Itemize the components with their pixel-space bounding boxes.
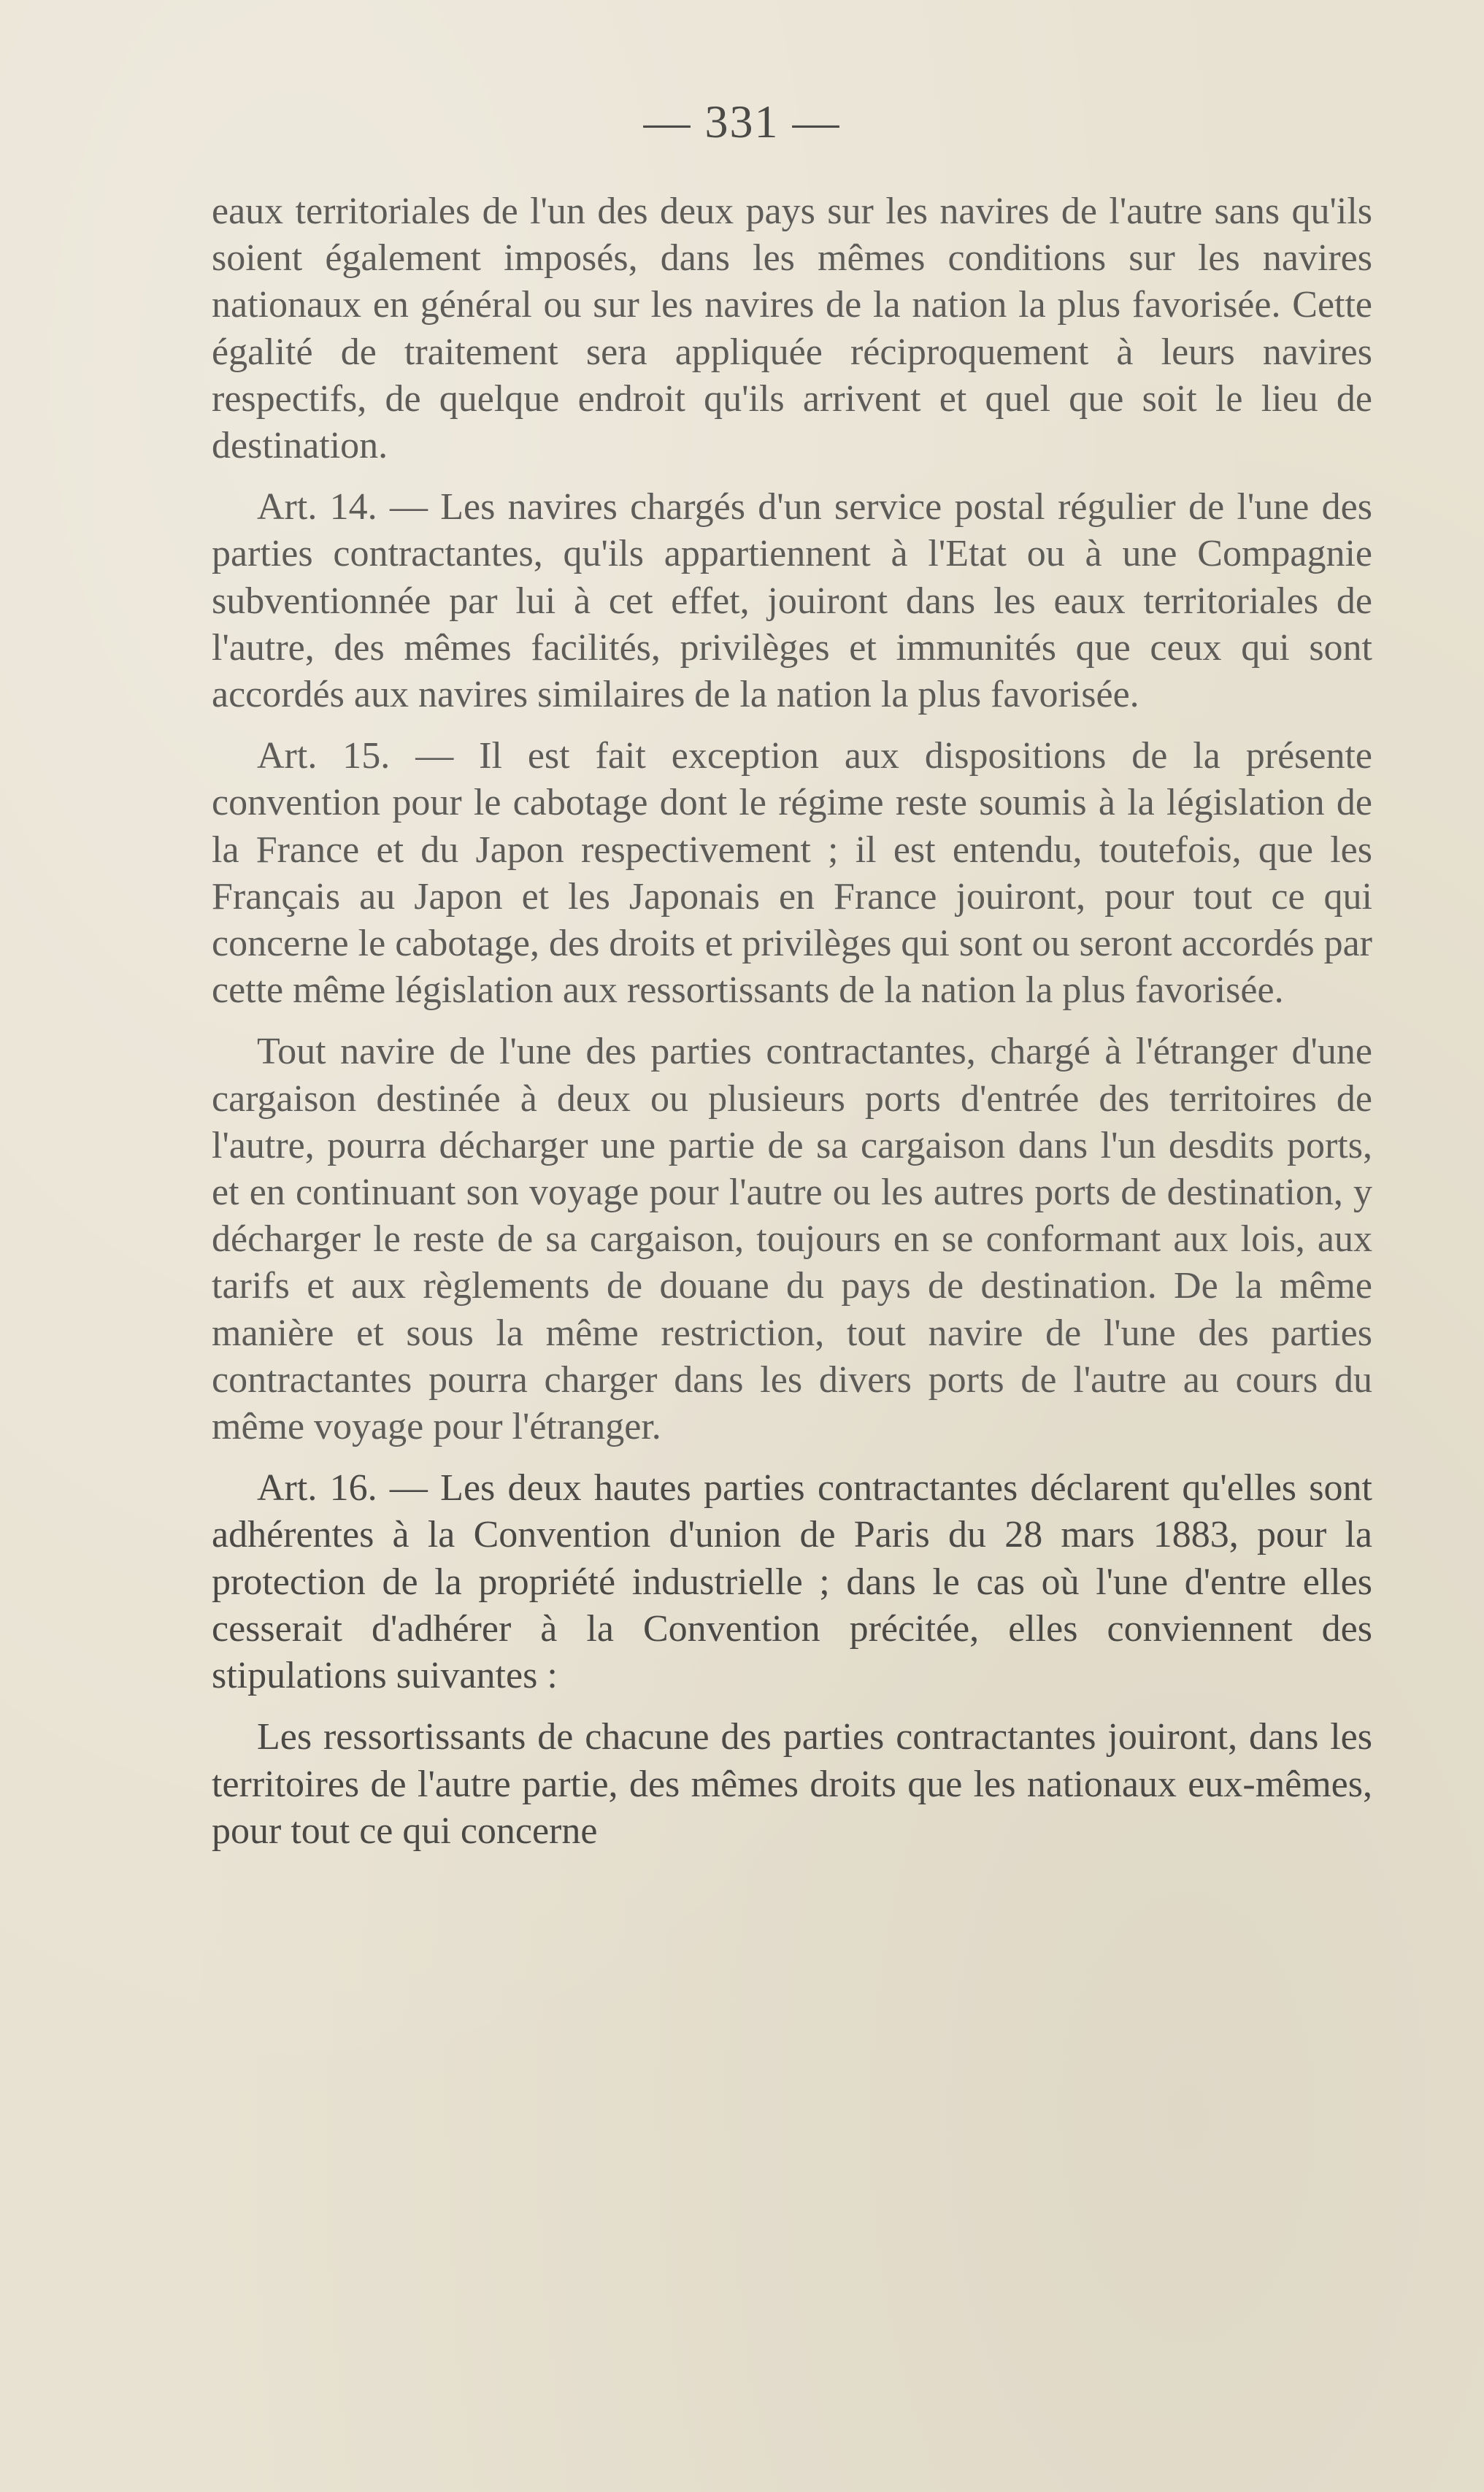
paragraph-cargo-ports: Tout navire de l'une des parties contractantes, chargé à l'étranger d'une cargaison destinée à deux ou plusieurs ports d'entrée des territoires de l'autre, pourra décharger une partie de sa cargaison dans l'un desdits ports, et en continuant son voyage pour l'autre ou les autres ports de destination, y décharger le reste de sa cargaison, toujours en se conformant aux lois, aux tarifs et aux règlements de douane du pays de destination. De la même manière et sous la même restriction, tout navire de l'une des parties contractantes pourra charger dans les divers ports de l'autre au cours du même voyage pour l'étranger. <box>212 1031 1372 1448</box>
body-text <box>212 188 1372 1855</box>
paragraph-article-15: Art. 15. — Il est fait exception aux dispositions de la présente convention pour le cabotage dont le régime reste soumis à la législation de la France et du Japon respectivement ; il est entendu, toutefois, que les Français au Japon et les Japonais en France jouiront, pour tout ce qui concerne le cabotage, des droits et privilèges qui sont ou seront accordés par cette même législation aux ressortissants de la nation la plus favorisée. <box>212 735 1372 1012</box>
paragraph-article-14: Art. 14. — Les navires chargés d'un service postal régulier de l'une des parties contractantes, qu'ils appartiennent à l'Etat ou à une Compagnie subventionnée par lui à cet effet, jouiront dans les eaux territoriales de l'autre, des mêmes facilités, privilèges et immunités que ceux qui sont accordés aux navires similaires de la nation la plus favorisée. <box>212 486 1372 716</box>
paragraph-continuation: eaux territoriales de l'un des deux pays sur les navires de l'autre sans qu'ils soient également imposés, dans les mêmes conditions sur les navires nationaux en général ou sur les navires de la nation la plus favorisée. Cette égalité de traitement sera appliquée réciproquement à leurs navires respectifs, de quelque endroit qu'ils arrivent et quel que soit le lieu de destination. <box>212 191 1372 467</box>
paragraph-ressortissants: Les ressortissants de chacune des parties contractantes jouiront, dans les territoires de l'autre partie, des mêmes droits que les nationaux eux-mêmes, pour tout ce qui concerne <box>212 1716 1372 1852</box>
page-number: — 331 — <box>643 96 841 147</box>
paragraph-article-16: Art. 16. — Les deux hautes parties contractantes déclarent qu'elles sont adhérentes à la Convention d'union de Paris du 28 mars 1883, pour la protection de la propriété industrielle ; dans le cas où l'une d'entre elles cesserait d'adhérer à la Convention précitée, elles conviennent des stipulations suivantes : <box>212 1467 1372 1697</box>
